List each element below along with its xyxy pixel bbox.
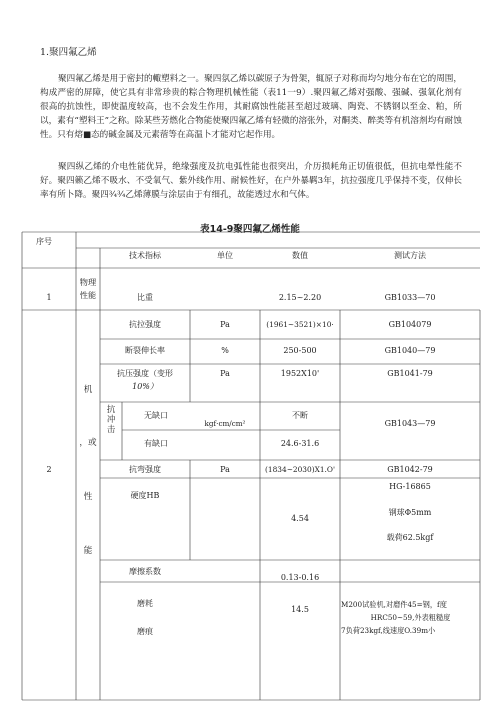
impact-sub1: 无缺口: [144, 411, 168, 420]
paragraph-2: 聚四纵乙烯的介电性能优异，绝缘强度及抗电弧性能也很突出，介历损耗角正切值很低，但抗电晕性能不好。聚四籁乙烯不吸水、不受氧气、紫外线作用、耐候性好，在户外暴羁3年，抗拉强度几乎保持不变，仅伸长率有所卜降。聚四¾¾乙烯薄膜与涂层由于有细孔，故能透过水和气体。: [40, 162, 462, 200]
elongation-value: 250-500: [283, 346, 317, 355]
elongation-item: 断裂伸长率: [125, 346, 165, 355]
tensile-value: (1961~3521)×10·: [266, 320, 334, 329]
flexural-unit: Pa: [220, 465, 230, 474]
hardness-value: 4.54: [291, 514, 309, 523]
row-1-category: 物理性能: [79, 277, 97, 300]
row-2-category-char-3: 性: [83, 492, 93, 502]
wear-method-line1: M200试验机,对磨件45=钢，f度: [341, 600, 447, 609]
hardness-method-line1: HG-16865: [389, 482, 431, 491]
compress-value: 1952X10': [280, 369, 320, 378]
header-unit: 单位: [217, 251, 233, 260]
compress-item-line1: 抗压强度（变形: [117, 369, 173, 378]
header-value: 数值: [292, 251, 308, 260]
flexural-method: GB1042-79: [387, 465, 433, 474]
compress-unit: Pa: [220, 369, 230, 378]
row-2-category-char-4: 能: [83, 546, 93, 556]
section-heading: 1.聚四氟乙烯: [40, 47, 97, 58]
header-item: 技术指标: [129, 251, 161, 260]
row-1-no: 1: [46, 293, 52, 302]
header-no: 序号: [36, 237, 52, 246]
compress-item-line2: 10%）: [132, 382, 158, 391]
wear-item1: 磨耗: [137, 599, 153, 608]
wear-method-line3: 7负荷23kgf,线速度O.39m小: [341, 626, 436, 635]
flexural-item: 抗弯强度: [129, 465, 161, 474]
elongation-method: GB1040—79: [384, 346, 436, 355]
wear-method-line2: HRC50~59,外表粗糙度: [370, 613, 451, 622]
tensile-method: GB104079: [388, 320, 432, 329]
header-method: 测试方法: [394, 251, 426, 260]
paragraph-1: 聚四氟乙烯是用于密封的輙塑料之一。聚四氛乙烯以碳原子为骨架，辄原子对称而均匀地分布在它的周围，构成严密的屏障，使它具有非常珍贵的粽合物理机械性能（表11一9）.聚四氟乙烯对强酸、强碱、强氧化剂有很高的抗蚀性，即使温度较高，也不会发生作用，其耐腐蚀性能甚至超过玻璃、陶瓷、不锈钢以至金、粕，所以，素有“塑料王”之称。除某些芳燃化合物能使聚四氟乙烯有轻微的溶张外，对酮类、醉类等有机溶剂均有耐蚀性。只有熔■态的碱金属及元素蓿等在高温卜才能对它起作用。: [40, 74, 462, 140]
hardness-method-line3: 载荷62.5kgf: [386, 533, 434, 542]
impact-value1: 不断: [292, 411, 308, 420]
row-1-method: GB1033—70: [384, 293, 436, 302]
compress-method: GB1041-79: [387, 369, 433, 378]
table-title: 表14-9聚四氟乙烯性能: [200, 224, 300, 235]
flexural-value: (1834~2030)X1.O': [265, 465, 335, 474]
hardness-method-line2: 钢球Φ5mm: [388, 508, 432, 517]
row-2-category-char-2: ，或: [79, 438, 97, 448]
impact-value2: 24.6-31.6: [280, 439, 320, 448]
tensile-unit: Pa: [220, 320, 230, 329]
wear-item2: 磨痕: [137, 627, 153, 636]
row-1-value: 2.15~2.20: [278, 293, 322, 302]
hardness-item: 硬度HB: [130, 491, 160, 500]
impact-unit: kgf·cm/cm²: [204, 419, 246, 428]
wear-value: 14.5: [291, 605, 309, 614]
row-2-category-char-1: 机: [83, 385, 93, 395]
impact-method: GB1043—79: [384, 419, 436, 428]
impact-sub2: 有缺口: [144, 439, 168, 448]
elongation-unit: %: [221, 346, 229, 355]
impact-label: 抗冲击: [106, 404, 116, 434]
tensile-item: 抗拉强度: [129, 320, 161, 329]
friction-item: 摩擦系数: [129, 567, 161, 576]
friction-value: 0.13-0.16: [280, 573, 320, 582]
row-1-item: 比重: [137, 293, 153, 302]
row-2-no: 2: [46, 465, 52, 474]
